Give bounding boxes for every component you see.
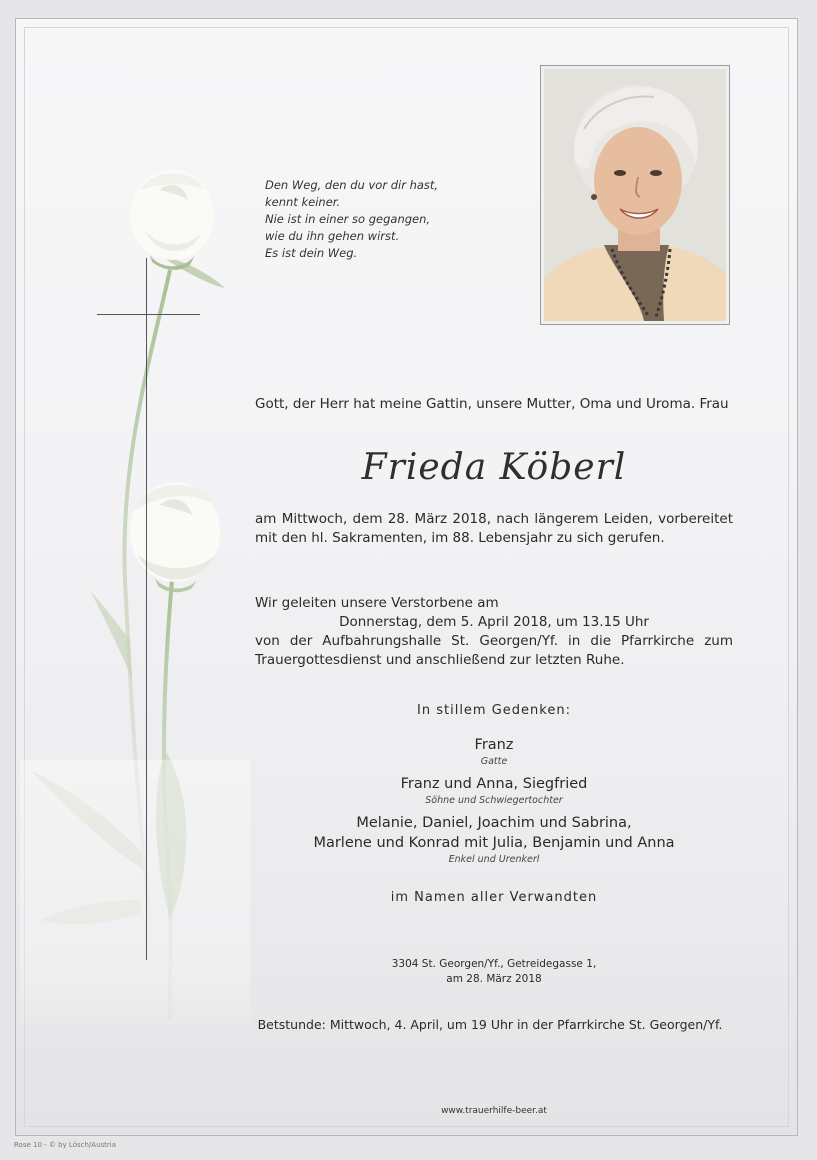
funeral-date: Donnerstag, dem 5. April 2018, um 13.15 Uhr: [339, 614, 649, 630]
address-block: [255, 957, 733, 987]
mourner-names: Melanie, Daniel, Joachim und Sabrina,: [356, 815, 632, 831]
white-rose-image: [20, 160, 250, 1040]
mourner-names: Marlene und Konrad mit Julia, Benjamin und Anna: [313, 835, 675, 851]
mourner-relation: Enkel und Urenkerl: [448, 854, 540, 865]
website-link[interactable]: www.trauerhilfe-beer.at: [441, 1106, 547, 1116]
gedenken-heading: In stillem Gedenken:: [417, 703, 571, 718]
mourner-relation: Söhne und Schwiegertochter: [425, 795, 563, 806]
address-date: am 28. März 2018: [446, 973, 542, 985]
verse-line: Den Weg, den du vor dir hast,: [265, 178, 439, 192]
prayer-hour-notice: Betstunde: Mittwoch, 4. April, um 19 Uhr in der Pfarrkirche St. Georgen/Yf.: [257, 1017, 723, 1032]
mourners-list: [255, 735, 733, 872]
intro-text: Gott, der Herr hat meine Gattin, unsere Mutter, Oma und Uroma. Frau: [255, 396, 729, 412]
deceased-name: Frieda Köberl: [361, 447, 627, 488]
mourner-names: Franz: [474, 737, 514, 753]
funeral-details: [255, 594, 733, 670]
portrait-photo: [540, 65, 730, 325]
cross-vertical-line: [146, 258, 147, 960]
portrait-image: [544, 69, 726, 321]
verse-line: Es ist dein Weg.: [265, 246, 358, 260]
verse-line: wie du ihn gehen wirst.: [265, 229, 400, 243]
funeral-location: von der Aufbahrungshalle St. Georgen/Yf. in die Pfarrkirche zum Trauergottesdienst und anschließend zur letzten Ruhe.: [255, 633, 733, 668]
relatives-line: im Namen aller Verwandten: [390, 890, 598, 905]
death-notice-text: am Mittwoch, dem 28. März 2018, nach längerem Leiden, vorbereitet mit den hl. Sakramenten, im 88. Lebensjahr zu sich gerufen.: [255, 511, 733, 546]
memorial-verse: [265, 177, 505, 262]
funeral-intro: Wir geleiten unsere Verstorbene am: [255, 595, 499, 611]
mourner-names: Franz und Anna, Siegfried: [400, 776, 588, 792]
cross-horizontal-line: [97, 314, 200, 315]
verse-line: Nie ist in einer so gegangen,: [265, 212, 431, 226]
design-credit: Rose 10 - © by Lösch/Austria: [14, 1141, 117, 1149]
address-line: 3304 St. Georgen/Yf., Getreidegasse 1,: [391, 958, 597, 970]
verse-line: kennt keiner.: [265, 195, 341, 209]
mourner-relation: Gatte: [480, 756, 508, 767]
